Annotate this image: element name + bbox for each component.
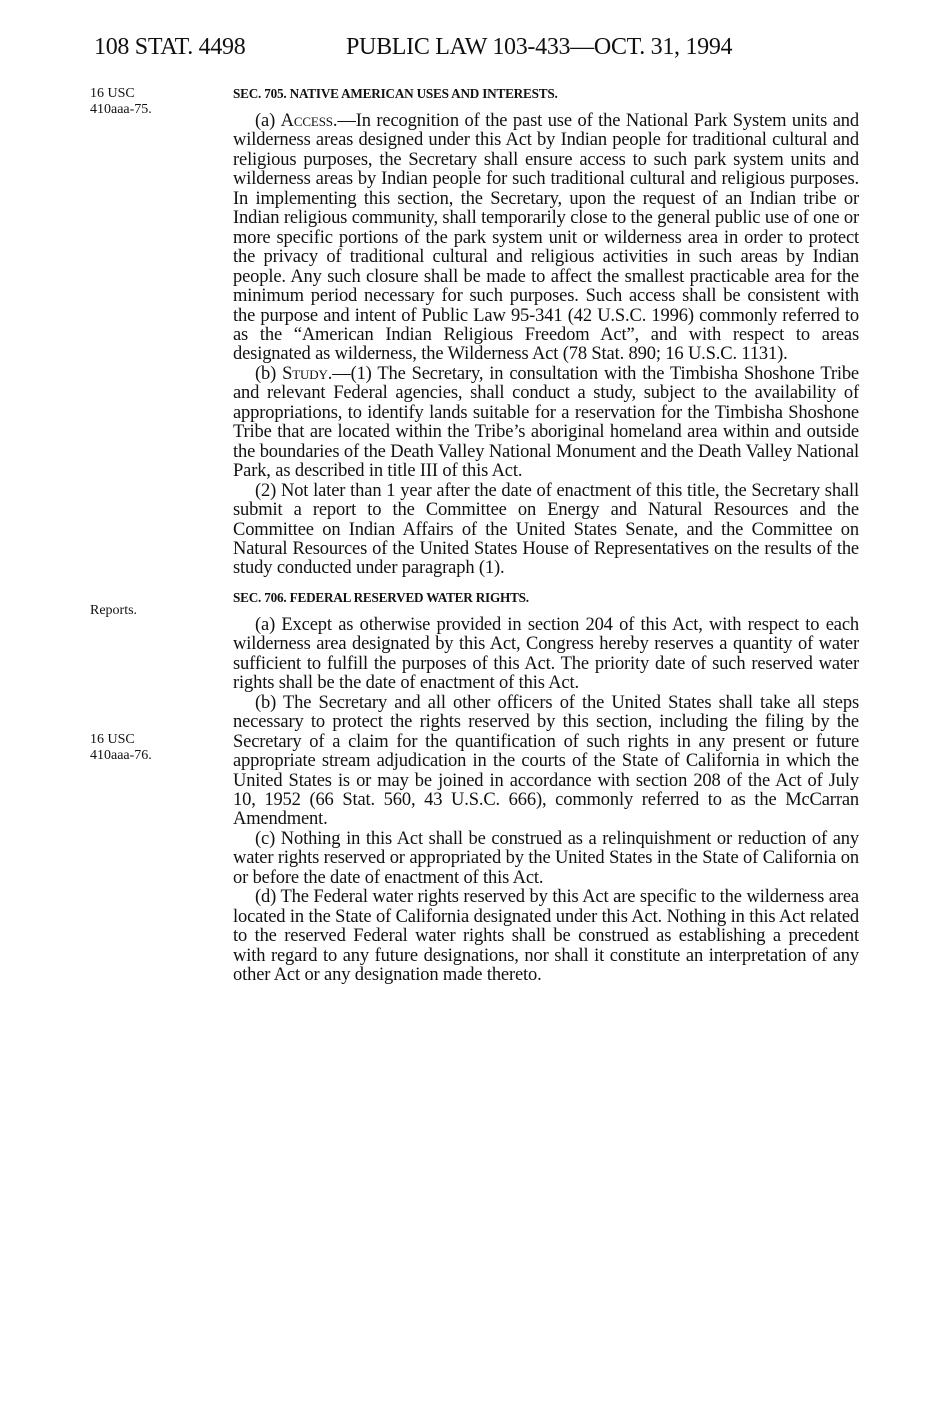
section-706-heading: SEC. 706. FEDERAL RESERVED WATER RIGHTS. <box>233 589 529 605</box>
margin-note-line: 16 USC <box>90 86 135 101</box>
section-705-subsection-b-paragraph-2: (2) Not later than 1 year after the date of enactment of this title, the Secretary shall submit a report to the Committee on Energy and Natural Resources and the Committee on Indian Affairs of the United States Senate, and the Committee on Natural Resources of the United States House of Representatives on the results of the study conducted under paragraph (1). <box>233 480 859 579</box>
section-706-subsection-b: (b) The Secretary and all other officers of the United States shall take all steps necessary to protect the rights reserved by this section, including the filing by the Secretary of a claim for the quantification of such rights in any present or future appropriate stream adjudication in the courts of the State of California in which the United States is or may be joined in accordance with section 208 of the Act of July 10, 1952 (66 Stat. 560, 43 U.S.C. 666), commonly referred to as the McCarran Amendment. <box>233 692 859 830</box>
margin-note-line: 410aaa-76. <box>90 748 152 763</box>
main-text <box>233 86 859 985</box>
subsection-label: (b) <box>255 363 283 384</box>
subsection-heading: Access. <box>280 111 338 131</box>
margin-note-sec705-usc <box>90 86 200 118</box>
section-705-heading: SEC. 705. NATIVE AMERICAN USES AND INTERESTS. <box>233 86 558 101</box>
margin-note-sec706-usc <box>90 732 200 764</box>
margin-note-line: 410aaa-75. <box>90 102 152 117</box>
subsection-heading: Study. <box>282 363 333 384</box>
section-706-subsection-d: (d) The Federal water rights reserved by this Act are specific to the wilderness area located in the State of California designated under this Act. Nothing in this Act related to the reserved Federal water rights shall be construed as establishing a precedent with regard to any future designations, nor shall it constitute an interpretation of any other Act or any designation made thereto. <box>233 887 859 986</box>
margin-note-reports <box>90 603 200 619</box>
subsection-text: —(1) The Secretary, in consultation with the Timbisha Shoshone Tribe and relevant Federal agencies, shall conduct a study, subject to the availability of appropriations, to identify lands suitable for a reservation for the Timbisha Shoshone Tribe that are located within the Tribe’s aboriginal homeland area within and outside the boundaries of the Death Valley National Monument and the Death Valley National Park, as described in title III of this Act. <box>233 363 859 482</box>
margin-note-line: 16 USC <box>90 732 135 747</box>
page-header <box>94 34 854 68</box>
section-705-subsection-a <box>233 112 859 365</box>
public-law-citation: PUBLIC LAW 103-433—OCT. 31, 1994 <box>346 34 733 60</box>
subsection-label: (a) <box>255 111 281 131</box>
section-705-subsection-b <box>233 365 859 482</box>
section-706-subsection-a: (a) Except as otherwise provided in section 204 of this Act, with respect to each wilderness area designated by this Act, Congress hereby reserves a quantity of water sufficient to fulfill the purposes of this Act. The priority date of such reserved water rights shall be the date of enactment of this Act. <box>233 614 859 694</box>
margin-note-line: Reports. <box>90 603 138 618</box>
section-706-subsection-c: (c) Nothing in this Act shall be construed as a relinquishment or reduction of any water rights reserved or appropriated by the United States in the State of California on or before the date of enactment of this Act. <box>233 828 859 888</box>
subsection-text: —In recognition of the past use of the National Park System units and wilderness areas designed under this Act by Indian people for traditional cultural and religious purposes, the Secretary shall ensure access to such park system units and wilderness areas by Indian people for such traditional cultural and religious purposes. In implementing this section, the Secretary, upon the request of an Indian tribe or Indian religious community, shall temporarily close to the general public use of one or more specific portions of the park system unit or wilderness area in order to protect the privacy of traditional cultural and religious activities in such areas by Indian people. Any such closure shall be made to affect the smallest practicable area for the minimum period necessary for such purposes. Such access shall be consistent with the purpose and intent of Public Law 95-341 (42 U.S.C. 1996) commonly referred to as the “American Indian Religious Freedom Act”, and with respect to areas designated as wilderness, the Wilderness Act (78 Stat. 890; 16 U.S.C. 1131). <box>233 111 859 365</box>
statute-page-number: 108 STAT. 4498 <box>94 34 246 60</box>
